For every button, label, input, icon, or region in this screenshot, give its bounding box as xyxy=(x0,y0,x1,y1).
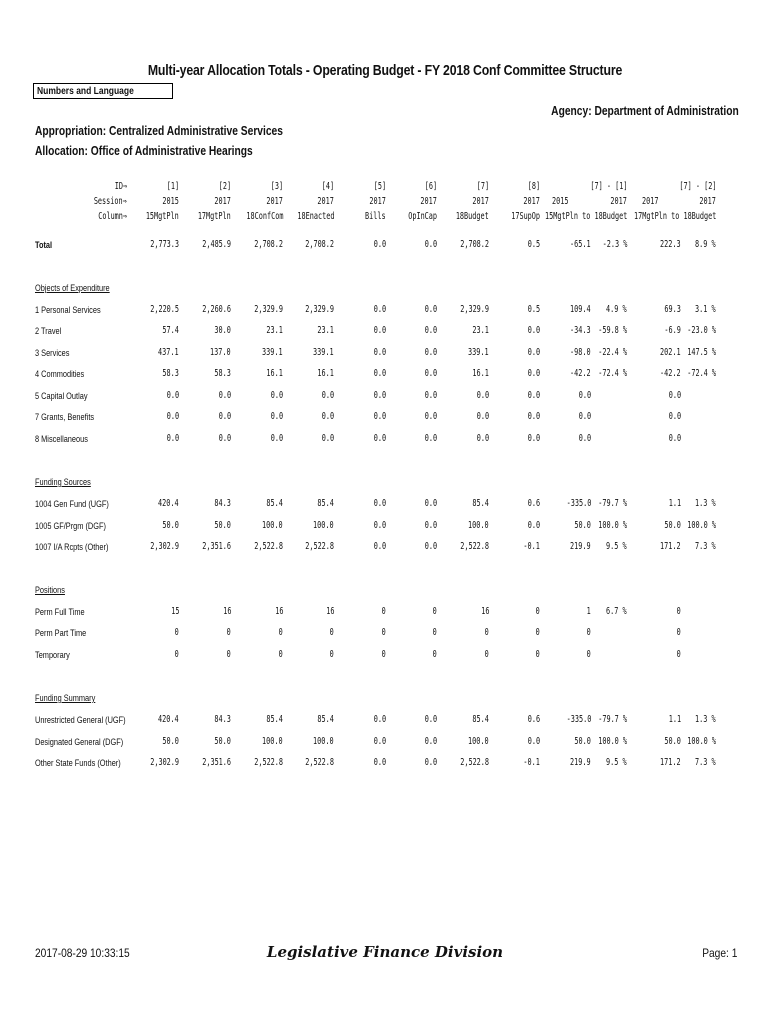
header-col-id: [1] xyxy=(166,181,179,192)
header-diff1-session-right: 2017 xyxy=(610,196,627,207)
row-p2: -23.0 % xyxy=(687,325,716,336)
row-value: 0 xyxy=(484,649,489,660)
row-value: -0.1 xyxy=(523,757,540,768)
row-value: 0.0 xyxy=(527,325,540,336)
row-value: 0 xyxy=(484,627,489,638)
row-value: 420.4 xyxy=(158,714,179,725)
row-label: Perm Part Time xyxy=(35,628,87,638)
row-p1: 100.0 % xyxy=(598,736,627,747)
row-label: 5 Capital Outlay xyxy=(35,391,88,401)
row-value: 0.0 xyxy=(476,411,489,422)
row-value: 0 xyxy=(432,627,437,638)
row-value: 0.0 xyxy=(321,433,334,444)
row-p1: 4.9 % xyxy=(606,304,627,315)
footer-page-number: Page: 1 xyxy=(701,946,737,960)
header-col-column: 17SupOp xyxy=(511,211,540,222)
row-value: 2,522.8 xyxy=(460,757,489,768)
row-d2: -42.2 xyxy=(660,368,681,379)
row-d2: 0.0 xyxy=(668,411,681,422)
row-p1: -59.8 % xyxy=(598,325,627,336)
row-p2: 1.3 % xyxy=(695,498,716,509)
row-value: 0 xyxy=(174,627,179,638)
row-p1: 9.5 % xyxy=(606,541,627,552)
row-value: 2,351.6 xyxy=(202,757,231,768)
section-heading: Objects of Expenditure xyxy=(35,283,110,293)
row-value: 0.5 xyxy=(527,304,540,315)
row-value: 16.1 xyxy=(266,368,283,379)
header-col-session: 2017 xyxy=(472,196,489,207)
header-col-session: 2017 xyxy=(214,196,231,207)
header-col-id: [8] xyxy=(527,181,540,192)
row-value: 50.0 xyxy=(162,520,179,531)
row-value: 0 xyxy=(381,606,386,617)
row-value: 0.0 xyxy=(424,541,437,552)
row-d1: 109.4 xyxy=(570,304,591,315)
row-value: 339.1 xyxy=(262,347,283,358)
row-value: 0.0 xyxy=(321,411,334,422)
header-col-id: [3] xyxy=(270,181,283,192)
row-value: 437.1 xyxy=(158,347,179,358)
row-value: 0 xyxy=(381,627,386,638)
row-d2: 50.0 xyxy=(664,736,681,747)
row-value: 84.3 xyxy=(214,714,231,725)
row-value: 100.0 xyxy=(468,520,489,531)
row-value: 85.4 xyxy=(317,714,334,725)
row-value: 2,329.9 xyxy=(460,304,489,315)
row-value: 0.0 xyxy=(424,368,437,379)
row-d2: 0 xyxy=(676,649,681,660)
header-col-column: 18ConfCom xyxy=(245,211,283,222)
row-value: 0 xyxy=(329,649,334,660)
row-p1: 100.0 % xyxy=(598,520,627,531)
row-p1: -79.7 % xyxy=(598,498,627,509)
row-d1: -42.2 xyxy=(570,368,591,379)
row-p2: 7.3 % xyxy=(695,757,716,768)
header-diff2-session-right: 2017 xyxy=(699,196,716,207)
row-value: 0.0 xyxy=(424,757,437,768)
row-value: 0 xyxy=(432,606,437,617)
header-diff1-column: 15MgtPln to 18Budget xyxy=(544,211,627,222)
row-d1: 219.9 xyxy=(570,541,591,552)
row-label: Total xyxy=(35,240,53,250)
row-value: 0.0 xyxy=(373,498,386,509)
row-value: 0.0 xyxy=(424,736,437,747)
header-row-label: Session⇒ xyxy=(94,196,127,207)
row-value: 100.0 xyxy=(313,520,334,531)
row-value: 50.0 xyxy=(214,520,231,531)
row-value: 2,302.9 xyxy=(150,541,179,552)
row-value: 2,329.9 xyxy=(305,304,334,315)
row-p2: 1.3 % xyxy=(695,714,716,725)
row-d1: 0.0 xyxy=(578,433,591,444)
allocation-label: Allocation: Office of Administrative Hearings xyxy=(35,144,253,158)
row-value: 0.0 xyxy=(166,390,179,401)
row-value: 16 xyxy=(480,606,489,617)
header-col-column: 18Budget xyxy=(456,211,489,222)
row-label: 7 Grants, Benefits xyxy=(35,412,95,422)
row-value: 0.0 xyxy=(321,390,334,401)
header-col-id: [5] xyxy=(373,181,386,192)
row-value: 0.0 xyxy=(373,368,386,379)
row-d1: -335.0 xyxy=(566,498,591,509)
row-p1: 9.5 % xyxy=(606,757,627,768)
row-value: 0.0 xyxy=(373,433,386,444)
row-value: 0.0 xyxy=(424,347,437,358)
row-value: 100.0 xyxy=(262,736,283,747)
row-value: 0.0 xyxy=(424,714,437,725)
row-label: Perm Full Time xyxy=(35,607,85,617)
section-heading: Funding Sources xyxy=(35,477,91,487)
row-value: 58.3 xyxy=(162,368,179,379)
header-col-column: 15MgtPln xyxy=(146,211,179,222)
row-value: 84.3 xyxy=(214,498,231,509)
row-value: 0.0 xyxy=(527,433,540,444)
agency-label: Agency: Department of Administration xyxy=(551,104,739,118)
row-value: 0.0 xyxy=(373,736,386,747)
row-d1: -98.0 xyxy=(570,347,591,358)
header-col-column: 18Enacted xyxy=(296,211,334,222)
row-value: 16 xyxy=(222,606,231,617)
row-value: 0 xyxy=(278,627,283,638)
row-value: 0.0 xyxy=(166,411,179,422)
row-value: 2,708.2 xyxy=(254,239,283,250)
row-value: 85.4 xyxy=(472,714,489,725)
row-value: 0.0 xyxy=(527,736,540,747)
header-col-column: 17MgtPln xyxy=(198,211,231,222)
row-value: 2,522.8 xyxy=(254,757,283,768)
header-row-label: Column⇒ xyxy=(98,211,127,222)
row-value: 0.0 xyxy=(424,411,437,422)
row-d2: 69.3 xyxy=(664,304,681,315)
row-value: 0 xyxy=(174,649,179,660)
row-value: 2,220.5 xyxy=(150,304,179,315)
row-value: 0.0 xyxy=(527,347,540,358)
row-value: 0 xyxy=(535,627,540,638)
header-col-session: 2017 xyxy=(369,196,386,207)
row-d2: 171.2 xyxy=(660,541,681,552)
row-value: 16 xyxy=(325,606,334,617)
header-col-session: 2017 xyxy=(523,196,540,207)
row-value: 0.0 xyxy=(476,390,489,401)
row-value: 0.0 xyxy=(424,520,437,531)
row-d2: 0.0 xyxy=(668,433,681,444)
row-value: 137.0 xyxy=(210,347,231,358)
header-col-column: Bills xyxy=(365,211,386,222)
row-d2: 0 xyxy=(676,606,681,617)
row-value: 50.0 xyxy=(162,736,179,747)
row-value: 15 xyxy=(170,606,179,617)
row-value: 0.0 xyxy=(218,411,231,422)
row-value: 16.1 xyxy=(317,368,334,379)
page-title: Multi-year Allocation Totals - Operating Budget - FY 2018 Conf Committee Structure xyxy=(147,62,623,79)
row-value: 0.0 xyxy=(424,325,437,336)
row-value: 0.0 xyxy=(373,757,386,768)
row-label: Unrestricted General (UGF) xyxy=(35,715,126,725)
row-value: 57.4 xyxy=(162,325,179,336)
header-col-id: [2] xyxy=(218,181,231,192)
row-d1: 50.0 xyxy=(574,736,591,747)
row-value: 339.1 xyxy=(313,347,334,358)
section-heading: Positions xyxy=(35,585,65,595)
row-label: 1 Personal Services xyxy=(35,305,101,315)
row-value: 0.0 xyxy=(424,304,437,315)
row-value: 0 xyxy=(329,627,334,638)
row-label: Designated General (DGF) xyxy=(35,737,124,747)
row-value: 50.0 xyxy=(214,736,231,747)
row-value: 0.0 xyxy=(270,390,283,401)
row-p2: 3.1 % xyxy=(695,304,716,315)
row-d2: 1.1 xyxy=(668,714,681,725)
row-value: 2,329.9 xyxy=(254,304,283,315)
row-d1: -34.3 xyxy=(570,325,591,336)
row-d2: 222.3 xyxy=(660,239,681,250)
row-value: 30.0 xyxy=(214,325,231,336)
row-value: 0.0 xyxy=(218,433,231,444)
row-value: 0.0 xyxy=(166,433,179,444)
row-value: 0.0 xyxy=(527,368,540,379)
row-value: 0.0 xyxy=(373,347,386,358)
row-value: 16.1 xyxy=(472,368,489,379)
row-p1: -79.7 % xyxy=(598,714,627,725)
row-d2: 0 xyxy=(676,627,681,638)
row-p2: 100.0 % xyxy=(687,520,716,531)
row-value: 85.4 xyxy=(266,714,283,725)
row-value: 2,485.9 xyxy=(202,239,231,250)
row-value: 2,522.8 xyxy=(254,541,283,552)
row-d1: -65.1 xyxy=(570,239,591,250)
row-d2: 171.2 xyxy=(660,757,681,768)
row-value: 23.1 xyxy=(266,325,283,336)
header-col-session: 2017 xyxy=(317,196,334,207)
appropriation-label: Appropriation: Centralized Administrative Services xyxy=(35,124,283,138)
row-p1: -72.4 % xyxy=(598,368,627,379)
row-value: 0.6 xyxy=(527,498,540,509)
row-d1: 0 xyxy=(586,627,591,638)
row-value: 0.5 xyxy=(527,239,540,250)
row-d1: 0.0 xyxy=(578,390,591,401)
row-d1: 0 xyxy=(586,649,591,660)
row-value: 2,260.6 xyxy=(202,304,231,315)
header-col-id: [4] xyxy=(321,181,334,192)
row-label: Other State Funds (Other) xyxy=(35,758,121,768)
header-diff1-session-left: 2015 xyxy=(552,196,569,207)
row-value: 0.0 xyxy=(424,498,437,509)
header-diff2-column: 17MgtPln to 18Budget xyxy=(633,211,716,222)
row-value: 0.0 xyxy=(527,411,540,422)
row-d2: 202.1 xyxy=(660,347,681,358)
header-row-label: ID⇒ xyxy=(114,181,127,192)
header-col-session: 2017 xyxy=(420,196,437,207)
row-value: 339.1 xyxy=(468,347,489,358)
row-value: 0.0 xyxy=(373,714,386,725)
row-p2: 8.9 % xyxy=(695,239,716,250)
row-value: 2,773.3 xyxy=(150,239,179,250)
row-value: 16 xyxy=(274,606,283,617)
row-d2: -6.9 xyxy=(664,325,681,336)
row-value: 2,522.8 xyxy=(305,541,334,552)
row-value: 0.0 xyxy=(424,390,437,401)
row-d1: 1 xyxy=(586,606,591,617)
row-label: 1004 Gen Fund (UGF) xyxy=(35,499,109,509)
header-diff2-id: [7] - [2] xyxy=(678,181,716,192)
row-p2: 7.3 % xyxy=(695,541,716,552)
row-p2: 100.0 % xyxy=(687,736,716,747)
row-value: 0.0 xyxy=(373,520,386,531)
header-col-id: [7] xyxy=(476,181,489,192)
row-value: 2,302.9 xyxy=(150,757,179,768)
row-value: 420.4 xyxy=(158,498,179,509)
row-d1: 0.0 xyxy=(578,411,591,422)
row-label: 3 Services xyxy=(35,348,70,358)
row-value: 58.3 xyxy=(214,368,231,379)
row-value: 23.1 xyxy=(317,325,334,336)
row-d2: 0.0 xyxy=(668,390,681,401)
row-value: 85.4 xyxy=(317,498,334,509)
row-value: 2,351.6 xyxy=(202,541,231,552)
row-value: 0 xyxy=(535,649,540,660)
row-value: 0.0 xyxy=(424,433,437,444)
row-value: 0.6 xyxy=(527,714,540,725)
header-diff2-session-left: 2017 xyxy=(642,196,659,207)
header-col-session: 2015 xyxy=(162,196,179,207)
row-label: Temporary xyxy=(35,650,70,660)
row-d2: 1.1 xyxy=(668,498,681,509)
row-value: 0.0 xyxy=(476,433,489,444)
footer-timestamp: 2017-08-29 10:33:15 xyxy=(35,946,130,960)
footer-division: Legislative Finance Division xyxy=(266,943,504,961)
row-value: 2,522.8 xyxy=(460,541,489,552)
row-value: 0 xyxy=(226,627,231,638)
row-value: 0 xyxy=(381,649,386,660)
row-value: 0.0 xyxy=(373,304,386,315)
row-d1: -335.0 xyxy=(566,714,591,725)
row-value: 100.0 xyxy=(313,736,334,747)
row-value: 0.0 xyxy=(373,390,386,401)
row-p1: -2.3 % xyxy=(602,239,627,250)
row-p1: -22.4 % xyxy=(598,347,627,358)
row-label: 2 Travel xyxy=(35,326,62,336)
row-value: 0.0 xyxy=(373,541,386,552)
row-value: 0.0 xyxy=(527,520,540,531)
row-value: 0.0 xyxy=(373,411,386,422)
row-value: 100.0 xyxy=(468,736,489,747)
header-col-id: [6] xyxy=(424,181,437,192)
row-label: 4 Commodities xyxy=(35,369,85,379)
row-value: 0 xyxy=(535,606,540,617)
row-d1: 50.0 xyxy=(574,520,591,531)
row-d2: 50.0 xyxy=(664,520,681,531)
numbers-language-label: Numbers and Language xyxy=(37,86,134,97)
header-col-session: 2017 xyxy=(266,196,283,207)
header-col-column: OpInCap xyxy=(408,211,437,222)
row-label: 1007 I/A Rcpts (Other) xyxy=(35,542,109,552)
row-d1: 219.9 xyxy=(570,757,591,768)
row-value: 0 xyxy=(226,649,231,660)
section-heading: Funding Summary xyxy=(35,693,96,703)
row-label: 8 Miscellaneous xyxy=(35,434,88,444)
row-value: 0.0 xyxy=(373,239,386,250)
row-value: 0.0 xyxy=(527,390,540,401)
row-value: 0.0 xyxy=(218,390,231,401)
row-value: 0 xyxy=(278,649,283,660)
row-value: 2,522.8 xyxy=(305,757,334,768)
numbers-language-box xyxy=(33,83,173,99)
row-label: 1005 GF/Prgm (DGF) xyxy=(35,521,106,531)
row-p2: -72.4 % xyxy=(687,368,716,379)
row-value: 0.0 xyxy=(424,239,437,250)
row-value: 85.4 xyxy=(266,498,283,509)
row-value: 100.0 xyxy=(262,520,283,531)
row-value: 0.0 xyxy=(270,433,283,444)
row-value: 2,708.2 xyxy=(305,239,334,250)
row-value: 85.4 xyxy=(472,498,489,509)
row-value: 2,708.2 xyxy=(460,239,489,250)
row-value: 0.0 xyxy=(270,411,283,422)
header-diff1-id: [7] - [1] xyxy=(589,181,627,192)
row-p2: 147.5 % xyxy=(687,347,716,358)
row-value: 0 xyxy=(432,649,437,660)
row-value: -0.1 xyxy=(523,541,540,552)
row-p1: 6.7 % xyxy=(606,606,627,617)
row-value: 23.1 xyxy=(472,325,489,336)
row-value: 0.0 xyxy=(373,325,386,336)
